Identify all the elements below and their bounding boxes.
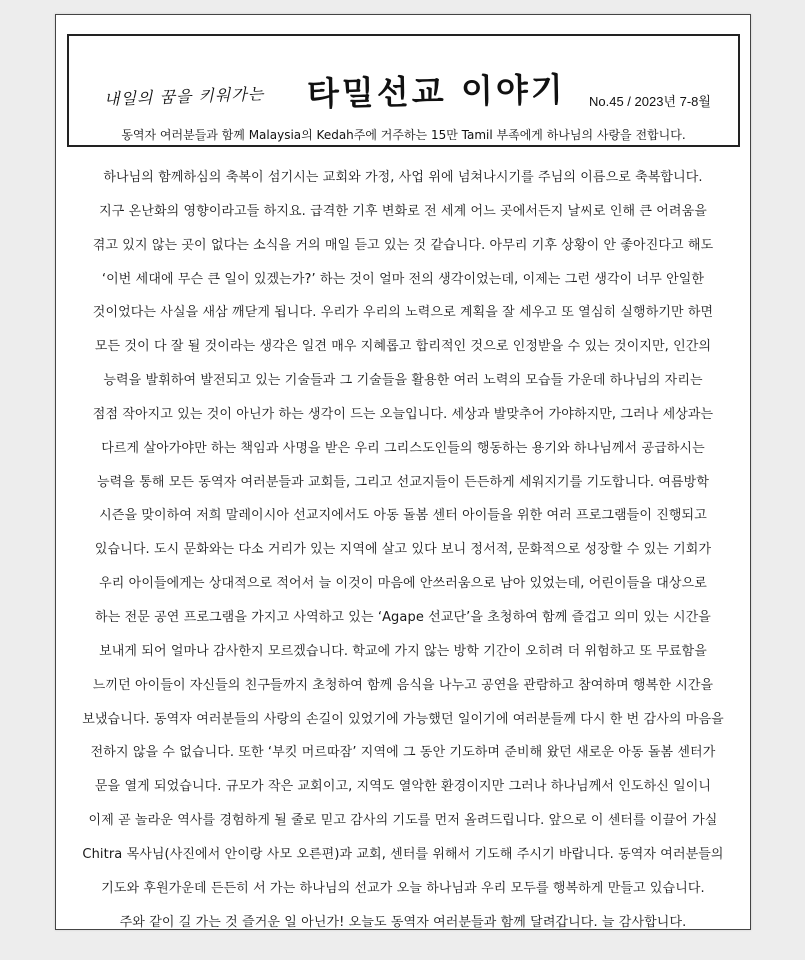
newsletter-header [67, 34, 740, 147]
text-line: 하는 전문 공연 프로그램을 가지고 사역하고 있는 ‘Agape 선교단’을 초청하여 함께 즐겁고 의미 있는 시간을 [95, 609, 711, 625]
text-line: ‘이번 세대에 무슨 큰 일이 있겠는가?’ 하는 것이 얼마 전의 생각이었는데, 이제는 그런 생각이 너무 안일한 [101, 271, 705, 287]
text-line: Chitra 목사님(사진에서 안이랑 사모 오른편)과 교회, 센터를 위해서 기도해 주시기 바랍니다. 동역자 여러분들의 [82, 846, 724, 862]
newsletter-page [55, 14, 751, 930]
text-line: 주와 같이 길 가는 것 즐거운 일 아닌가! 오늘도 동역자 여러분들과 함께 달려갑니다. 늘 감사합니다. [119, 914, 687, 930]
text-line: 전하지 않을 수 없습니다. 또한 ‘부킷 머르따잠’ 지역에 그 동안 기도하며 준비해 왔던 새로운 아동 돌봄 센터가 [90, 745, 716, 761]
text-line: 점점 작아지고 있는 것이 아닌가 하는 생각이 드는 오늘입니다. 세상과 발맞추어 가야하지만, 그러나 세상과는 [92, 406, 714, 422]
text-line: 기도와 후원가운데 든든히 서 가는 하나님의 선교가 오늘 하나님과 우리 모두를 행복하게 만들고 있습니다. [101, 880, 705, 896]
text-line: 다르게 살아가야만 하는 책임과 사명을 받은 우리 그리스도인들의 행동하는 용기와 하나님께서 공급하시는 [101, 440, 705, 456]
text-line: 보냈습니다. 동역자 여러분들의 사랑의 손길이 있었기에 가능했던 일이기에 여러분들께 다시 한 번 감사의 마음을 [82, 711, 724, 727]
text-line: 모든 것이 다 잘 될 것이라는 생각은 일견 매우 지혜롭고 합리적인 것으로 인정받을 수 있는 것이지만, 인간의 [94, 339, 712, 355]
intro-line: 동역자 여러분들과 함께 Malaysia의 Kedah주에 거주하는 15만 Tamil 부족에게 하나님의 사랑을 전합니다. [121, 128, 686, 142]
issue-number: No.45 / 2023년 7-8월 [589, 94, 711, 109]
text-line: 능력을 통해 모든 동역자 여러분들과 교회들, 그리고 선교지들이 든든하게 세워지기를 기도합니다. 여름방학 [97, 474, 709, 490]
text-line: 보내게 되어 얼마나 감사한지 모르겠습니다. 학교에 가지 않는 방학 기간이 오히려 더 위험하고 또 무료함을 [99, 643, 707, 659]
newsletter-title: 타밀선교 이야기 [306, 69, 566, 114]
text-line: 능력을 발휘하여 발전되고 있는 기술들과 그 기술들을 활용한 여러 노력의 모습들 가운데 하나님의 자리는 [103, 373, 703, 389]
text-line: 지구 온난화의 영향이라고들 하지요. 급격한 기후 변화로 전 세계 어느 곳에서든지 날씨로 인해 큰 어려움을 [99, 203, 707, 219]
text-line: 것이었다는 사실을 새삼 깨닫게 됩니다. 우리가 우리의 노력으로 계획을 잘 세우고 또 열심히 실행하기만 하면 [92, 305, 714, 321]
text-line: 겪고 있지 않는 곳이 없다는 소식을 거의 매일 듣고 있는 것 같습니다. 아무리 기후 상황이 안 좋아진다고 해도 [92, 237, 714, 253]
text-line: 문을 열게 되었습니다. 규모가 작은 교회이고, 지역도 열악한 환경이지만 그러나 하나님께서 인도하신 일이니 [94, 779, 712, 795]
title-row [69, 50, 738, 116]
text-line: 느끼던 아이들이 자신들의 친구들까지 초청하여 함께 음식을 나누고 공연을 관람하고 참여하며 행복한 시간을 [92, 677, 714, 693]
article-body [71, 161, 735, 939]
text-line: 우리 아이들에게는 상대적으로 적어서 늘 이것이 마음에 안쓰러움으로 남아 있었는데, 어린이들을 대상으로 [99, 576, 707, 592]
text-line: 하나님의 함께하심의 축복이 섬기시는 교회와 가정, 사업 위에 넘쳐나시기를 주님의 이름으로 축복합니다. [103, 170, 703, 185]
script-subtitle: 내일의 꿈을 키워가는 [103, 84, 265, 109]
text-line: 시즌을 맞이하여 저희 말레이시아 선교지에서도 아동 돌봄 센터 아이들을 위한 여러 프로그램들이 진행되고 [99, 508, 707, 524]
text-line: 있습니다. 도시 문화와는 다소 거리가 있는 지역에 살고 있다 보니 정서적, 문화적으로 성장할 수 있는 기회가 [94, 542, 712, 558]
text-line: 이제 곧 놀라운 역사를 경험하게 될 줄로 믿고 감사의 기도를 먼저 올려드립니다. 앞으로 이 센터를 이끌어 가실 [88, 813, 718, 829]
